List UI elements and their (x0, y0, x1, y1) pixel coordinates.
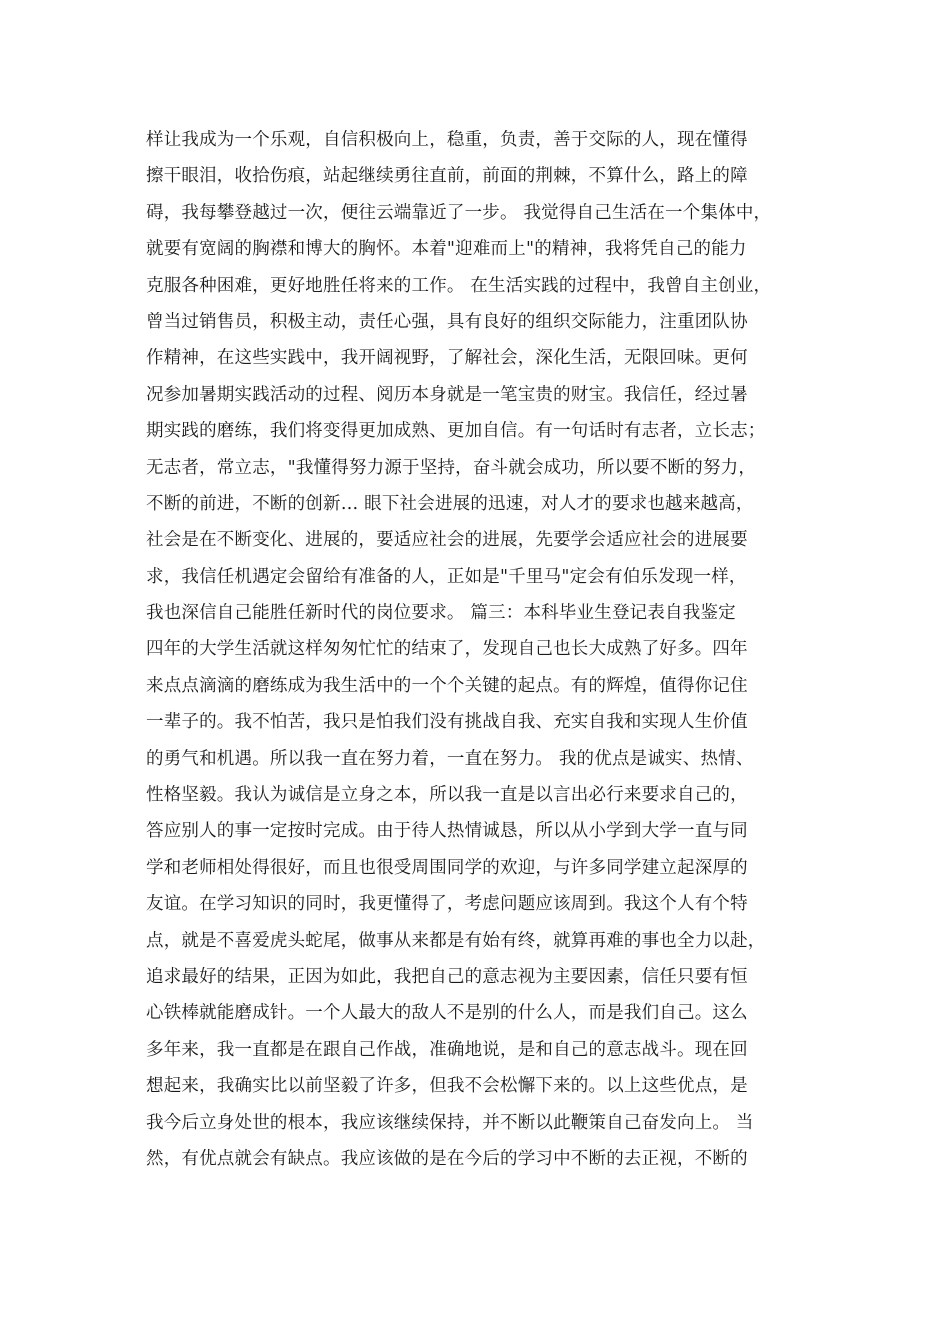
text-line: 友谊。在学习知识的同时，我更懂得了，考虑问题应该周到。我这个人有个特 (146, 894, 748, 915)
text-line: 来点点滴滴的磨练成为我生活中的一个个关键的起点。有的辉煌，值得你记住 (146, 675, 748, 696)
text-line: 追求最好的结果，正因为如此，我把自己的意志视为主要因素，信任只要有恒 (146, 966, 748, 987)
text-line: 想起来，我确实比以前坚毅了许多，但我不会松懈下来的。以上这些优点，是 (146, 1076, 748, 1097)
text-line: 无志者，常立志，"我懂得努力源于坚持，奋斗就会成功，所以要不断的努力， (146, 457, 757, 478)
text-line: 克服各种困难，更好地胜任将来的工作。 在生活实践的过程中，我曾自主创业， (146, 275, 772, 296)
text-line: 性格坚毅。我认为诚信是立身之本，所以我一直是以言出必行来要求自己的， (146, 785, 748, 806)
text-line: 多年来，我一直都是在跟自己作战，准确地说，是和自己的意志战斗。现在回 (146, 1039, 748, 1060)
text-line: 我也深信自己能胜任新时代的岗位要求。 篇三：本科毕业生登记表自我鉴定 (146, 603, 736, 624)
text-line: 曾当过销售员，积极主动，责任心强，具有良好的组织交际能力，注重团队协 (146, 311, 748, 332)
text-line: 就要有宽阔的胸襟和博大的胸怀。本着"迎难而上"的精神，我将凭自己的能力 (146, 239, 747, 260)
text-line: 的勇气和机遇。所以我一直在努力着，一直在努力。 我的优点是诚实、热情、 (146, 748, 754, 769)
text-line: 不断的前进，不断的创新… 眼下社会进展的迅速，对人才的要求也越来越高， (146, 493, 754, 514)
text-line: 期实践的磨练，我们将变得更加成熟、更加自信。有一句话时有志者，立长志； (146, 421, 766, 442)
text-line: 我今后立身处世的根本，我应该继续保持，并不断以此鞭策自己奋发向上。 当 (146, 1112, 754, 1133)
text-line: 样让我成为一个乐观，自信积极向上，稳重，负责，善于交际的人，现在懂得 (146, 130, 748, 150)
text-line: 碍，我每攀登越过一次，便往云端靠近了一步。 我觉得自己生活在一个集体中， (146, 202, 772, 223)
text-line: 然，有优点就会有缺点。我应该做的是在今后的学习中不断的去正视，不断的 (146, 1148, 748, 1169)
text-line: 答应别人的事一定按时完成。由于待人热情诚恳，所以从小学到大学一直与同 (146, 821, 748, 842)
body-text (146, 122, 826, 1177)
text-line: 求，我信任机遇定会留给有准备的人，正如是"千里马"定会有伯乐发现一样， (146, 566, 747, 587)
text-line: 作精神，在这些实践中，我开阔视野，了解社会，深化生活，无限回味。更何 (146, 348, 748, 369)
text-line: 点，就是不喜爱虎头蛇尾，做事从来都是有始有终，就算再难的事也全力以赴， (146, 930, 766, 951)
text-line: 四年的大学生活就这样匆匆忙忙的结束了，发现自己也长大成熟了好多。四年 (146, 639, 748, 660)
text-line: 况参加暑期实践活动的过程、阅历本身就是一笔宝贵的财宝。我信任，经过暑 (146, 384, 748, 405)
text-line: 一辈子的。我不怕苦，我只是怕我们没有挑战自我、充实自我和实现人生价值 (146, 712, 748, 733)
text-line: 学和老师相处得很好，而且也很受周围同学的欢迎，与许多同学建立起深厚的 (146, 857, 748, 878)
text-line: 社会是在不断变化、进展的，要适应社会的进展，先要学会适应社会的进展要 (146, 530, 748, 551)
text-line: 擦干眼泪，收拾伤痕，站起继续勇往直前，前面的荆棘，不算什么，路上的障 (146, 166, 748, 187)
text-line: 心铁棒就能磨成针。一个人最大的敌人不是别的什么人，而是我们自己。这么 (146, 1003, 748, 1024)
